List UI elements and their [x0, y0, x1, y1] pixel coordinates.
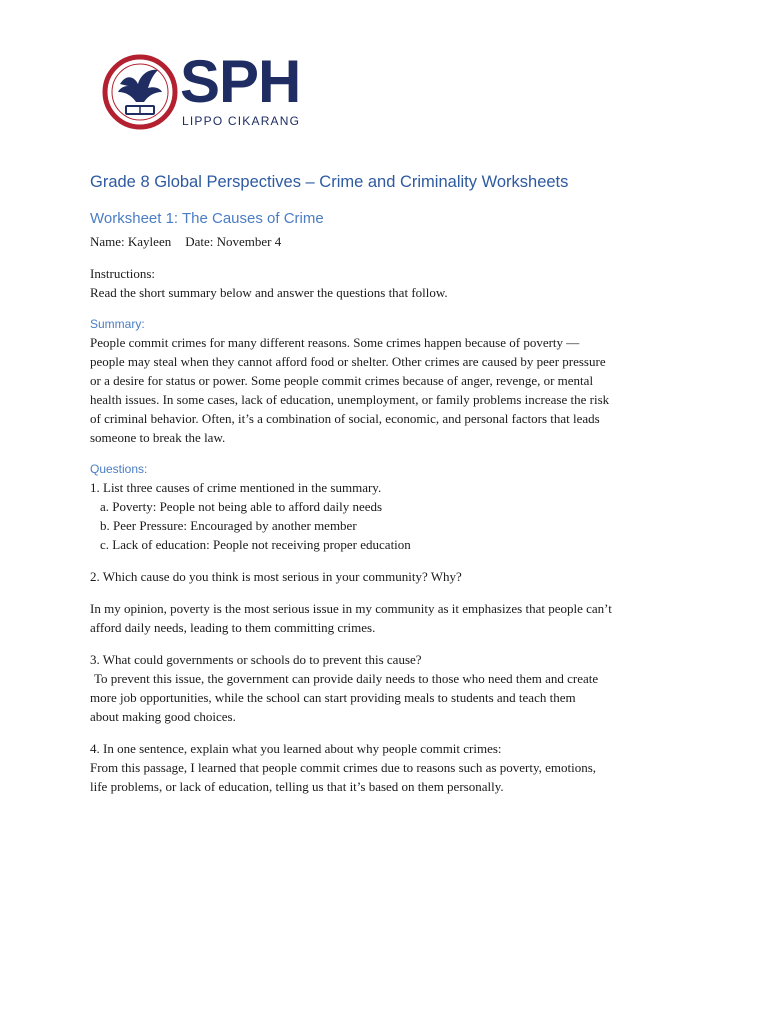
summary-line: people may steal when they cannot afford food or shelter. Other crimes are caused by peer pressure [90, 354, 606, 369]
question-3-answer: more job opportunities, while the school can start providing meals to students and teach them [90, 690, 576, 705]
question-3-answer: To prevent this issue, the government can provide daily needs to those who need them and create [94, 671, 599, 686]
logo-wordmark: SPH [180, 48, 301, 115]
summary-line: someone to break the law. [90, 430, 226, 445]
instructions-text: Read the short summary below and answer the questions that follow. [90, 285, 448, 300]
question-4-answer: life problems, or lack of education, telling us that it’s based on them personally. [90, 779, 504, 794]
question-1-answer: a. Poverty: People not being able to afford daily needs [100, 499, 383, 514]
summary-line: or a desire for status or power. Some people commit crimes because of anger, revenge, or mental [90, 373, 594, 388]
question-2: 2. Which cause do you think is most serious in your community? Why? [90, 569, 462, 584]
worksheet-title: Worksheet 1: The Causes of Crime [90, 210, 324, 227]
school-logo [102, 48, 301, 134]
question-3: 3. What could governments or schools do to prevent this cause? [90, 652, 422, 667]
worksheet-date: Date: November 4 [185, 234, 282, 249]
questions-label: Questions: [90, 462, 148, 476]
student-info [90, 232, 690, 251]
question-2-answer: In my opinion, poverty is the most serious issue in my community as it emphasizes that people can’t [90, 601, 612, 616]
question-1: 1. List three causes of crime mentioned in the summary. [90, 480, 382, 495]
question-2-answer: afford daily needs, leading to them committing crimes. [90, 620, 376, 635]
summary-label: Summary: [90, 317, 145, 331]
question-4-answer: From this passage, I learned that people commit crimes due to reasons such as poverty, emotions, [90, 760, 597, 775]
question-1-answer: b. Peer Pressure: Encouraged by another member [100, 518, 357, 533]
question-1-answer: c. Lack of education: People not receiving proper education [100, 537, 411, 552]
document-title: Grade 8 Global Perspectives – Crime and Criminality Worksheets [90, 173, 569, 191]
summary-line: of criminal behavior. Often, it’s a combination of social, economic, and personal factors that leads [90, 411, 600, 426]
question-3-answer: about making good choices. [90, 709, 236, 724]
eagle-seal-icon [102, 54, 178, 134]
summary-line: health issues. In some cases, lack of education, unemployment, or family problems increase the risk [90, 392, 610, 407]
summary-line: People commit crimes for many different reasons. Some crimes happen because of poverty — [90, 335, 580, 350]
worksheet-body [90, 170, 690, 796]
instructions-label: Instructions: [90, 266, 155, 281]
question-4: 4. In one sentence, explain what you learned about why people commit crimes: [90, 741, 502, 756]
student-name: Name: Kayleen [90, 234, 172, 249]
logo-campus: LIPPO CIKARANG [182, 114, 301, 128]
